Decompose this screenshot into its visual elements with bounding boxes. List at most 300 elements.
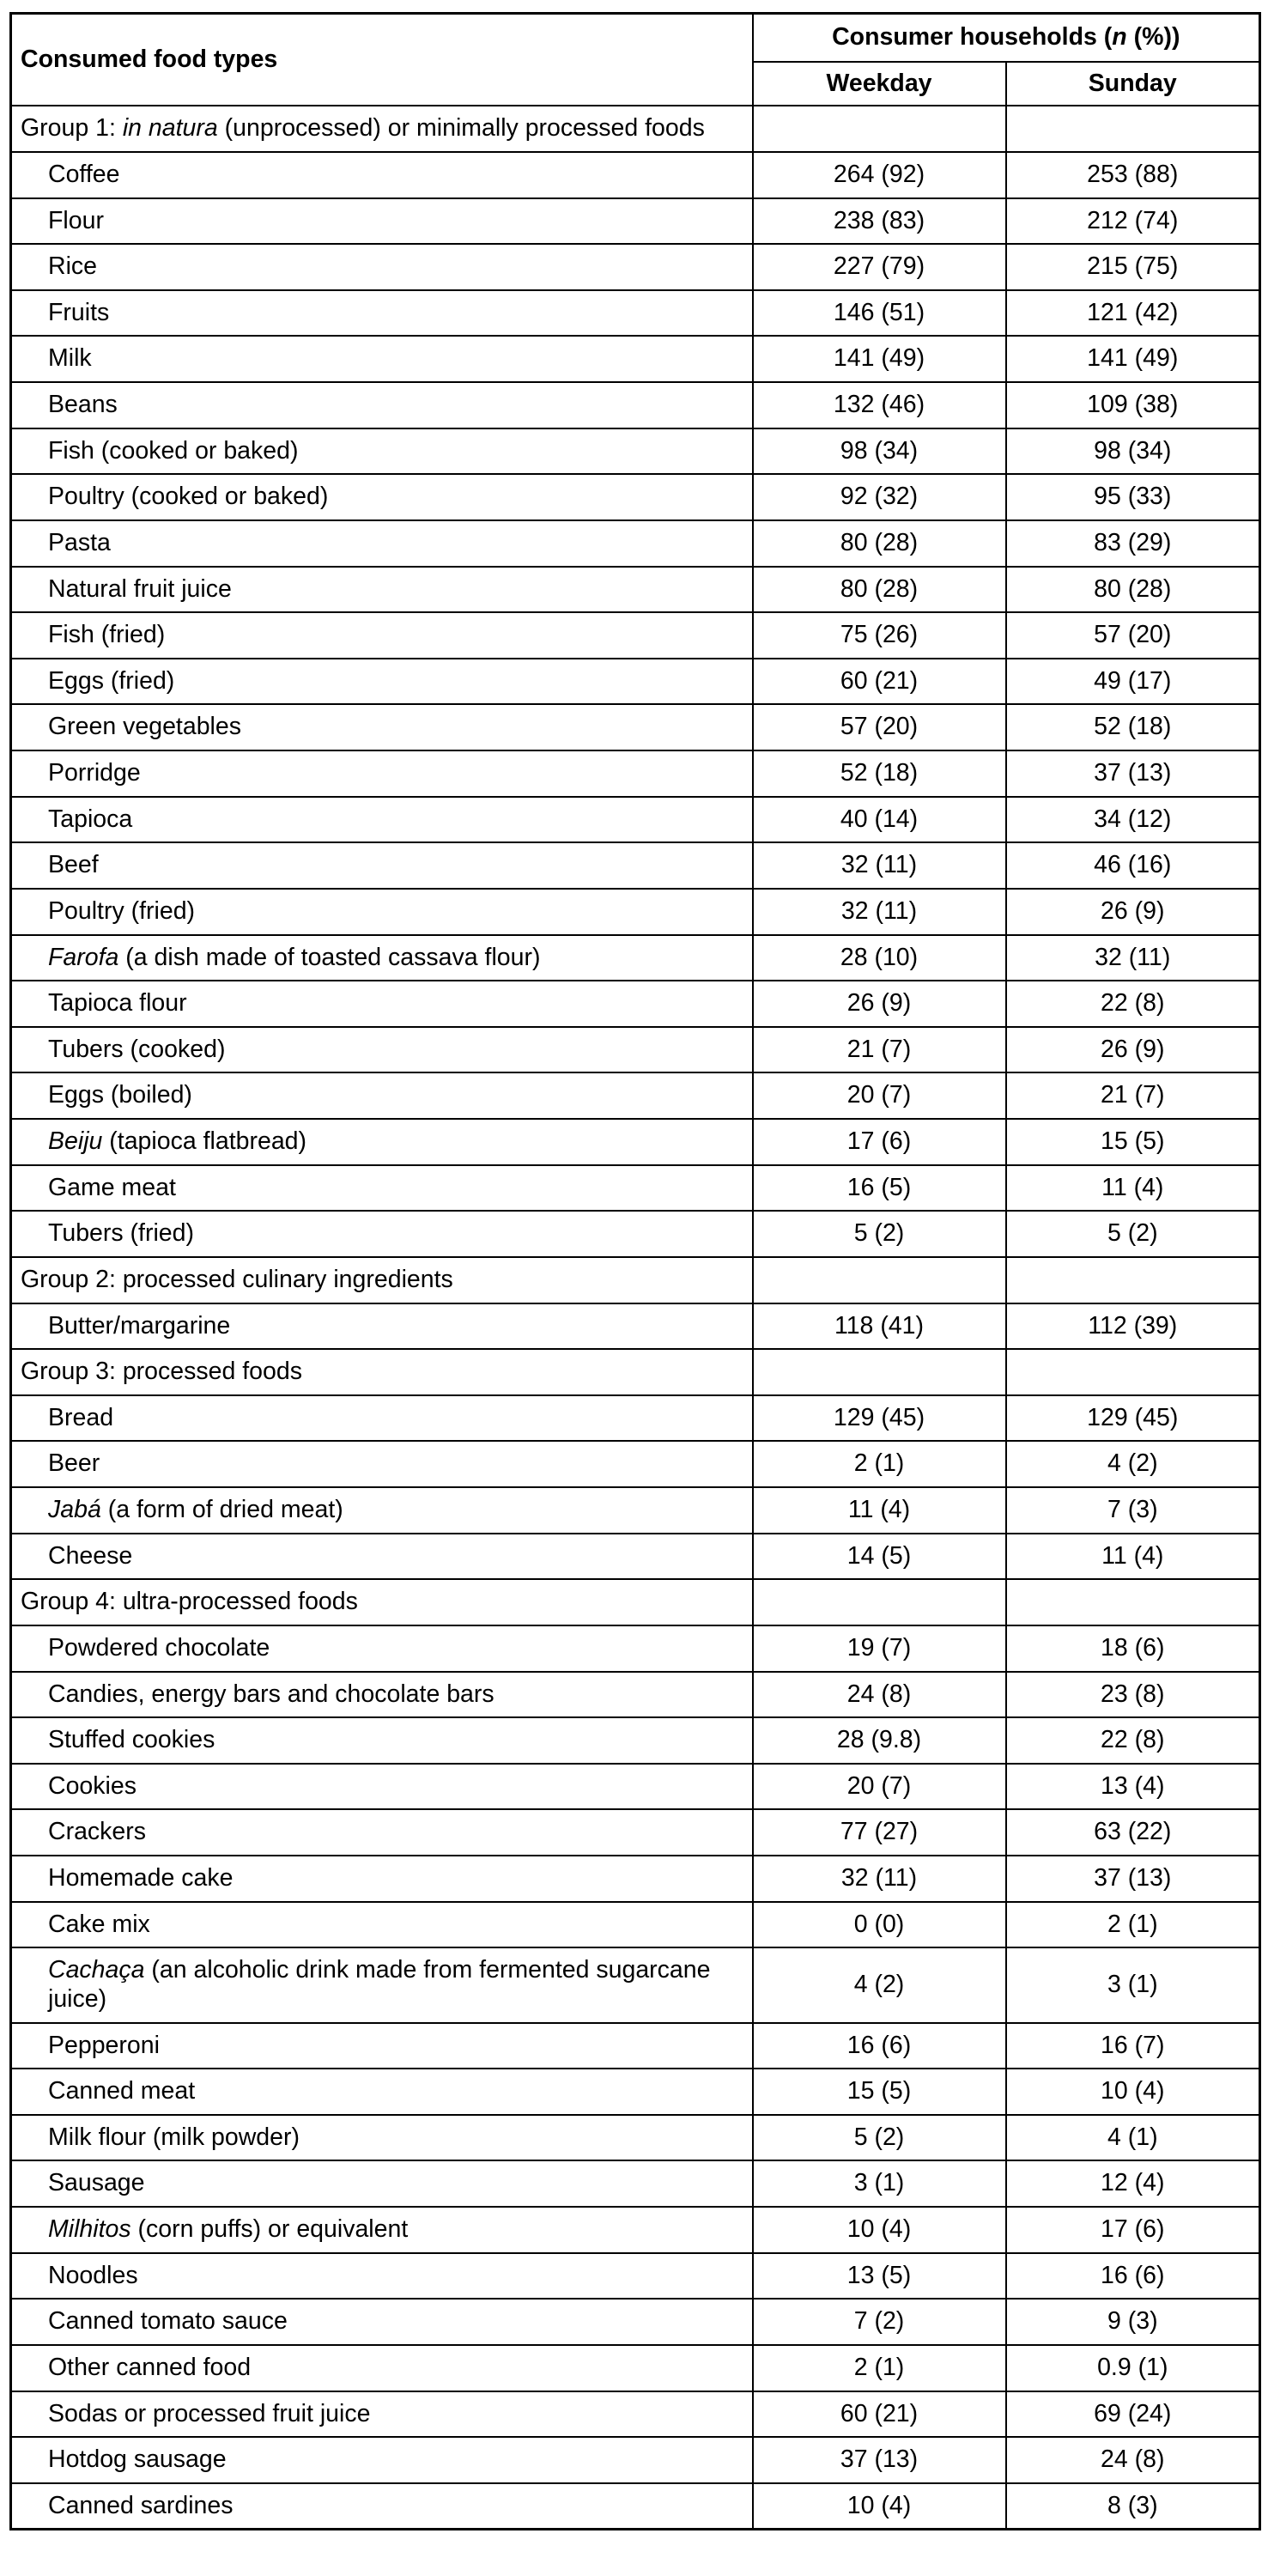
food-name-cell (11, 520, 753, 567)
table-row (11, 1211, 1260, 1257)
sunday-value-cell (1006, 520, 1260, 567)
weekday-value-cell (753, 520, 1006, 567)
weekday-value-cell (753, 336, 1006, 382)
sunday-value-cell (1006, 428, 1260, 475)
sunday-value: 4 (1) (1107, 2123, 1158, 2151)
weekday-value: 57 (20) (840, 713, 919, 741)
food-name-cell (11, 152, 753, 198)
header-weekday (753, 62, 1006, 106)
consumed-food-types-table (9, 12, 1261, 2530)
food-name-cell (11, 474, 753, 520)
sunday-value: 49 (17) (1094, 666, 1172, 695)
sunday-value: 83 (29) (1094, 528, 1172, 556)
food-label: Rice (48, 252, 98, 281)
weekday-value-cell (753, 2115, 1006, 2161)
weekday-value: 98 (34) (840, 436, 919, 465)
weekday-value (754, 1350, 1005, 1394)
sunday-value: 11 (4) (1101, 1541, 1164, 1570)
weekday-value: 60 (21) (840, 666, 919, 695)
food-name-cell (11, 1856, 753, 1902)
food-label: Group 2: processed culinary ingredients (21, 1265, 453, 1293)
weekday-value-cell (753, 244, 1006, 290)
table-row (11, 336, 1260, 382)
sunday-value: 253 (88) (1087, 160, 1179, 188)
sunday-value-cell (1006, 2253, 1260, 2300)
sunday-value-cell (1006, 2345, 1260, 2391)
sunday-value-cell (1006, 474, 1260, 520)
table-group-row (11, 1579, 1260, 1625)
table-row (11, 2299, 1260, 2345)
table-row (11, 2391, 1260, 2438)
food-label: Butter/margarine (48, 1311, 231, 1340)
sunday-value (1007, 1580, 1259, 1625)
weekday-value: 10 (4) (846, 2215, 912, 2243)
table-row (11, 659, 1260, 705)
weekday-value: 118 (41) (834, 1311, 925, 1340)
food-name-cell (11, 1303, 753, 1350)
sunday-value-cell (1006, 1764, 1260, 1810)
food-label: Sausage (48, 2169, 145, 2197)
food-name-cell (11, 797, 753, 843)
sunday-value-cell (1006, 1579, 1260, 1625)
food-label: Cachaça (an alcoholic drink made from fermented sugarcane juice) (48, 1956, 711, 2013)
weekday-value: 20 (7) (846, 1081, 912, 1109)
food-label: Green vegetables (48, 713, 241, 741)
sunday-value-cell (1006, 1349, 1260, 1395)
table-group-row (11, 1257, 1260, 1303)
weekday-value: 32 (11) (840, 851, 918, 879)
food-name-cell (11, 1534, 753, 1580)
weekday-value: 24 (8) (846, 1680, 912, 1708)
weekday-value: 10 (4) (846, 2491, 912, 2519)
sunday-value: 46 (16) (1094, 851, 1172, 879)
food-label: Tapioca (48, 805, 133, 833)
food-name-cell (11, 750, 753, 797)
food-name-cell (11, 1211, 753, 1257)
table-row (11, 152, 1260, 198)
sunday-value-cell (1006, 1257, 1260, 1303)
weekday-value-cell (753, 981, 1006, 1027)
sunday-value: 12 (4) (1101, 2169, 1165, 2197)
sunday-value: 13 (4) (1101, 1771, 1165, 1800)
sunday-value-cell (1006, 842, 1260, 889)
sunday-value: 2 (1) (1107, 1910, 1158, 1938)
sunday-value-cell (1006, 244, 1260, 290)
weekday-value-cell (753, 2299, 1006, 2345)
food-label: Tubers (cooked) (48, 1035, 226, 1063)
sunday-value-cell (1006, 2115, 1260, 2161)
food-name-cell (11, 842, 753, 889)
table-row (11, 1441, 1260, 1487)
sunday-value: 112 (39) (1088, 1311, 1178, 1340)
table-container (9, 12, 1259, 2530)
sunday-value: 34 (12) (1094, 805, 1172, 833)
sunday-value: 24 (8) (1101, 2445, 1165, 2474)
food-name-cell (11, 1764, 753, 1810)
italic-term: Farofa (48, 943, 119, 971)
sunday-value-cell (1006, 336, 1260, 382)
weekday-value: 37 (13) (840, 2445, 919, 2474)
sunday-value: 32 (11) (1095, 943, 1171, 971)
sunday-value-cell (1006, 2391, 1260, 2438)
header-n-italic: n (1112, 23, 1127, 51)
sunday-value-cell (1006, 2160, 1260, 2207)
weekday-value: 4 (2) (853, 1971, 905, 1999)
table-row (11, 1717, 1260, 1764)
weekday-value-cell (753, 1165, 1006, 1212)
food-name-cell (11, 2160, 753, 2207)
food-name-cell (11, 290, 753, 337)
food-name-cell (11, 2115, 753, 2161)
sunday-value: 26 (9) (1101, 1035, 1165, 1063)
food-label: Cookies (48, 1771, 137, 1800)
food-label: Beiju (tapioca flatbread) (48, 1127, 307, 1155)
weekday-value-cell (753, 428, 1006, 475)
weekday-value: 146 (51) (833, 298, 925, 326)
food-label: Eggs (boiled) (48, 1081, 192, 1109)
food-name-cell (11, 1441, 753, 1487)
table-row (11, 244, 1260, 290)
food-name-cell (11, 336, 753, 382)
sunday-value-cell (1006, 1072, 1260, 1119)
sunday-value-cell (1006, 567, 1260, 613)
weekday-value-cell (753, 1303, 1006, 1350)
weekday-value-cell (753, 2207, 1006, 2253)
food-name-cell (11, 2253, 753, 2300)
sunday-value-cell (1006, 612, 1260, 659)
sunday-value-cell (1006, 1902, 1260, 1948)
sunday-value: 8 (3) (1107, 2491, 1158, 2519)
table-group-row (11, 106, 1260, 152)
weekday-value: 52 (18) (840, 759, 919, 787)
header-row-primary (11, 14, 1260, 62)
table-row (11, 1165, 1260, 1212)
food-name-cell (11, 2023, 753, 2069)
weekday-value-cell (753, 935, 1006, 981)
weekday-value-cell (753, 1625, 1006, 1672)
sunday-value-cell (1006, 1856, 1260, 1902)
food-label: Crackers (48, 1818, 147, 1846)
weekday-value: 238 (83) (833, 206, 925, 234)
sunday-value-cell (1006, 704, 1260, 750)
weekday-value: 3 (1) (853, 2169, 905, 2197)
table-row (11, 1119, 1260, 1165)
sunday-value-cell (1006, 2437, 1260, 2483)
food-label: Pasta (48, 528, 111, 556)
table-row (11, 2437, 1260, 2483)
food-name-cell (11, 1902, 753, 1948)
weekday-value: 14 (5) (846, 1541, 912, 1570)
food-name-cell (11, 2391, 753, 2438)
food-label: Noodles (48, 2261, 138, 2289)
header-sunday (1006, 62, 1260, 106)
weekday-value-cell (753, 659, 1006, 705)
sunday-value: 212 (74) (1087, 206, 1179, 234)
sunday-value: 4 (2) (1107, 1449, 1158, 1478)
food-label: Stuffed cookies (48, 1726, 215, 1754)
weekday-value-cell (753, 1534, 1006, 1580)
table-row (11, 1487, 1260, 1534)
food-label: Fish (fried) (48, 621, 166, 649)
sunday-value-cell (1006, 659, 1260, 705)
sunday-value-cell (1006, 1303, 1260, 1350)
sunday-value-cell (1006, 1119, 1260, 1165)
sunday-value: 57 (20) (1094, 621, 1172, 649)
header-sunday-label: Sunday (1088, 69, 1177, 97)
table-row (11, 1947, 1260, 2022)
table-row (11, 290, 1260, 337)
food-name-cell (11, 244, 753, 290)
food-label: Hotdog sausage (48, 2445, 227, 2474)
italic-term: Milhitos (48, 2215, 131, 2243)
food-label: Canned sardines (48, 2491, 234, 2519)
table-row (11, 2115, 1260, 2161)
food-name-cell (11, 2069, 753, 2115)
sunday-value: 22 (8) (1101, 989, 1165, 1018)
table-row (11, 1072, 1260, 1119)
sunday-value-cell (1006, 1027, 1260, 1073)
sunday-value-cell (1006, 1441, 1260, 1487)
sunday-value-cell (1006, 1717, 1260, 1764)
food-label: Coffee (48, 160, 120, 188)
food-name-cell (11, 2207, 753, 2253)
weekday-value-cell (753, 1211, 1006, 1257)
food-group-cell (11, 1257, 753, 1303)
weekday-value-cell (753, 1441, 1006, 1487)
weekday-value: 16 (6) (846, 2031, 912, 2059)
weekday-value-cell (753, 2069, 1006, 2115)
sunday-value (1007, 1258, 1259, 1303)
weekday-value-cell (753, 474, 1006, 520)
food-label: Jabá (a form of dried meat) (48, 1496, 343, 1523)
weekday-value: 40 (14) (840, 805, 919, 833)
sunday-value-cell (1006, 382, 1260, 428)
sunday-value: 215 (75) (1087, 252, 1179, 281)
food-name-cell (11, 198, 753, 245)
sunday-value: 109 (38) (1087, 391, 1179, 418)
sunday-value: 95 (33) (1094, 483, 1172, 511)
header-weekday-label: Weekday (826, 69, 932, 97)
weekday-value-cell (753, 290, 1006, 337)
food-label: Cheese (48, 1541, 133, 1570)
table-group-row (11, 1349, 1260, 1395)
sunday-value-cell (1006, 198, 1260, 245)
food-label: Powdered chocolate (48, 1633, 270, 1662)
weekday-value: 5 (2) (853, 2123, 905, 2151)
table-row (11, 2023, 1260, 2069)
weekday-value (754, 106, 1005, 151)
table-row (11, 2160, 1260, 2207)
italic-term: Beiju (48, 1127, 103, 1155)
weekday-value: 92 (32) (840, 483, 919, 511)
weekday-value-cell (753, 106, 1006, 152)
weekday-value (754, 1580, 1005, 1625)
table-row (11, 1902, 1260, 1948)
sunday-value-cell (1006, 1947, 1260, 2022)
weekday-value-cell (753, 842, 1006, 889)
food-name-cell (11, 2483, 753, 2530)
table-row (11, 382, 1260, 428)
food-name-cell (11, 1165, 753, 1212)
table-row (11, 935, 1260, 981)
sunday-value: 37 (13) (1094, 759, 1172, 787)
sunday-value: 11 (4) (1101, 1173, 1164, 1201)
weekday-value: 264 (92) (833, 160, 925, 188)
weekday-value-cell (753, 1856, 1006, 1902)
sunday-value: 52 (18) (1094, 713, 1172, 741)
food-name-cell (11, 1947, 753, 2022)
weekday-value-cell (753, 2253, 1006, 2300)
food-label: Homemade cake (48, 1864, 234, 1892)
table-row (11, 2345, 1260, 2391)
food-label: Bread (48, 1403, 114, 1431)
italic-term: in natura (122, 114, 218, 143)
sunday-value-cell (1006, 2299, 1260, 2345)
weekday-value: 0 (0) (853, 1910, 905, 1938)
sunday-value: 0.9 (1) (1097, 2353, 1168, 2381)
weekday-value: 19 (7) (846, 1633, 912, 1662)
weekday-value: 77 (27) (840, 1818, 919, 1846)
weekday-value: 60 (21) (840, 2399, 919, 2427)
weekday-value: 5 (2) (853, 1219, 905, 1248)
food-label: Canned tomato sauce (48, 2307, 288, 2336)
food-label: Game meat (48, 1173, 176, 1201)
food-label: Cake mix (48, 1910, 150, 1938)
table-row (11, 1027, 1260, 1073)
food-label: Milk flour (milk powder) (48, 2123, 300, 2151)
sunday-value: 9 (3) (1107, 2307, 1158, 2336)
weekday-value-cell (753, 1395, 1006, 1442)
table-row (11, 889, 1260, 935)
sunday-value: 98 (34) (1094, 436, 1172, 465)
food-label: Eggs (fried) (48, 666, 175, 695)
table-row (11, 750, 1260, 797)
sunday-value-cell (1006, 889, 1260, 935)
weekday-value-cell (753, 1672, 1006, 1718)
table-row (11, 842, 1260, 889)
table-row (11, 612, 1260, 659)
sunday-value-cell (1006, 2069, 1260, 2115)
food-label: Milhitos (corn puffs) or equivalent (48, 2215, 409, 2243)
table-row (11, 520, 1260, 567)
weekday-value: 80 (28) (840, 574, 919, 603)
sunday-value-cell (1006, 2483, 1260, 2530)
weekday-value: 141 (49) (833, 344, 925, 373)
weekday-value: 16 (5) (846, 1173, 912, 1201)
table-row (11, 2069, 1260, 2115)
table-row (11, 981, 1260, 1027)
food-label: Beans (48, 391, 118, 418)
weekday-value-cell (753, 1487, 1006, 1534)
sunday-value: 16 (6) (1101, 2261, 1165, 2289)
weekday-value-cell (753, 2023, 1006, 2069)
food-name-cell (11, 1395, 753, 1442)
table-header (11, 14, 1260, 106)
table-row (11, 1534, 1260, 1580)
sunday-value: 121 (42) (1087, 298, 1179, 326)
food-name-cell (11, 981, 753, 1027)
sunday-value: 10 (4) (1101, 2077, 1165, 2105)
weekday-value-cell (753, 1764, 1006, 1810)
sunday-value: 23 (8) (1101, 1680, 1165, 1708)
food-label: Beef (48, 851, 99, 879)
table-row (11, 704, 1260, 750)
sunday-value: 3 (1) (1107, 1971, 1158, 1999)
weekday-value-cell (753, 2160, 1006, 2207)
food-label: Canned meat (48, 2077, 196, 2105)
sunday-value: 129 (45) (1087, 1403, 1179, 1431)
weekday-value-cell (753, 704, 1006, 750)
header-consumed-food-types (11, 14, 753, 106)
sunday-value: 141 (49) (1087, 344, 1179, 373)
sunday-value-cell (1006, 1165, 1260, 1212)
food-name-cell (11, 935, 753, 981)
sunday-value-cell (1006, 1211, 1260, 1257)
weekday-value: 80 (28) (840, 528, 919, 556)
sunday-value-cell (1006, 750, 1260, 797)
weekday-value: 17 (6) (846, 1127, 912, 1155)
weekday-value: 15 (5) (846, 2077, 912, 2105)
table-row (11, 1856, 1260, 1902)
food-name-cell (11, 567, 753, 613)
food-label: Sodas or processed fruit juice (48, 2399, 371, 2427)
food-name-cell (11, 1072, 753, 1119)
weekday-value-cell (753, 2345, 1006, 2391)
table-row (11, 1303, 1260, 1350)
header-consumed-food-types-label: Consumed food types (21, 45, 278, 73)
food-label: Milk (48, 344, 92, 373)
italic-term: Cachaça (48, 1956, 145, 1984)
food-label: Poultry (cooked or baked) (48, 483, 329, 511)
weekday-value-cell (753, 750, 1006, 797)
food-name-cell (11, 2299, 753, 2345)
food-name-cell (11, 1027, 753, 1073)
sunday-value-cell (1006, 935, 1260, 981)
food-label: Beer (48, 1449, 100, 1478)
weekday-value: 28 (9.8) (836, 1726, 922, 1754)
weekday-value: 32 (11) (840, 896, 918, 925)
food-label: Farofa (a dish made of toasted cassava flour) (48, 943, 541, 971)
food-label: Tapioca flour (48, 989, 187, 1018)
weekday-value: 129 (45) (833, 1403, 925, 1431)
weekday-value-cell (753, 612, 1006, 659)
table-row (11, 1672, 1260, 1718)
food-label: Candies, energy bars and chocolate bars (48, 1680, 494, 1708)
food-group-cell (11, 1579, 753, 1625)
weekday-value-cell (753, 2437, 1006, 2483)
sunday-value: 69 (24) (1094, 2399, 1172, 2427)
sunday-value: 7 (3) (1107, 1496, 1158, 1523)
sunday-value-cell (1006, 1534, 1260, 1580)
weekday-value: 7 (2) (853, 2307, 905, 2336)
food-name-cell (11, 2345, 753, 2391)
food-label: Pepperoni (48, 2031, 160, 2059)
weekday-value-cell (753, 797, 1006, 843)
table-row (11, 2207, 1260, 2253)
sunday-value-cell (1006, 1625, 1260, 1672)
weekday-value-cell (753, 2391, 1006, 2438)
sunday-value-cell (1006, 106, 1260, 152)
food-name-cell (11, 428, 753, 475)
weekday-value-cell (753, 1902, 1006, 1948)
food-label: Group 1: in natura (unprocessed) or minimally processed foods (21, 114, 705, 143)
food-name-cell (11, 612, 753, 659)
sunday-value (1007, 1350, 1259, 1394)
sunday-value: 17 (6) (1101, 2215, 1165, 2243)
food-label: Tubers (fried) (48, 1219, 194, 1248)
table-row (11, 428, 1260, 475)
sunday-value-cell (1006, 152, 1260, 198)
